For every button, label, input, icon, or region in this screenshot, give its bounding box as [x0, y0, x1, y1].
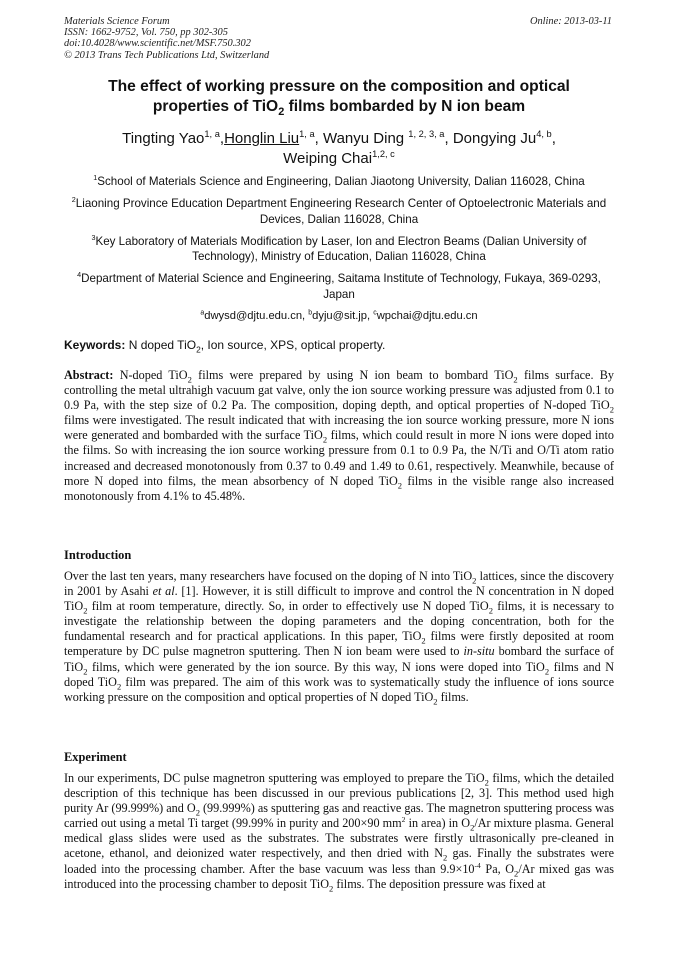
text: films and N doped TiO: [64, 659, 614, 689]
text: gas. Finally the substrates were loaded into the processing chamber. After the base vacuum was less than 9.9×10: [64, 846, 615, 876]
section-heading-introduction: Introduction: [64, 548, 132, 562]
text: films were firstly deposited at room temperature by DC pulse magnetron sputtering. Then N ion beam were used to: [64, 629, 614, 659]
subscript: 2: [329, 883, 334, 894]
keywords-subscript: 2: [196, 344, 201, 355]
email-link[interactable]: dyju@sit.jp: [312, 309, 368, 322]
subscript: 2: [488, 605, 493, 616]
affiliation-mark: 4: [77, 270, 82, 280]
affiliations: [64, 174, 614, 331]
affiliation-text: Liaoning Province Education Department Engineering Research Center of Optoelectronic Materials and Devices, Dalian 116028, China: [75, 196, 607, 226]
author-affiliation-mark: 1, 2, 3, a: [408, 129, 445, 139]
email-mark: a: [200, 308, 205, 316]
text: films, which could result in more N ions were doped into the films. So with increasing the ion source working pressure from 0.1 to 0.9 Pa, the N/Ti and O/Ti atom ratio increased and decreased monotonously from 0.37 to 0.49 and 1.49 to 0.61, respectively. Meanwhile, because of more N doped into films, the mean absorbency of N doped TiO: [64, 428, 614, 488]
text: /Ar mixed gas was introduced into the processing chamber to deposit TiO: [64, 861, 614, 891]
online-date: Online: 2013-03-11: [529, 16, 612, 27]
text: film was prepared. The aim of this work was to systematically study the influence of ions source working pressure on the composition and optical properties of N doped TiO: [64, 674, 614, 704]
text: Pa, O: [480, 861, 515, 876]
subscript: 2: [443, 852, 448, 863]
journal-line: Materials Science Forum: [64, 16, 170, 27]
email-mark: b: [308, 308, 313, 316]
subscript: 2: [421, 635, 426, 646]
journal-line: ISSN: 1662-9752, Vol. 750, pp 302-305: [64, 27, 228, 39]
author-name: Dongying Ju: [452, 130, 537, 147]
affiliation-item: [64, 174, 614, 190]
author-name: Wanyu Ding: [322, 130, 409, 147]
text: bombard the surface of TiO: [64, 644, 614, 674]
author-name: Tingting Yao: [122, 130, 205, 147]
subscript: 2: [514, 868, 519, 878]
text: . [1]. However, it is still difficult to improve and control the N concentration in N doped TiO: [64, 584, 614, 614]
email-link[interactable]: wpchai@djtu.edu.cn: [376, 309, 478, 322]
subscript: 2: [472, 575, 477, 586]
affiliation-mark: 3: [91, 232, 96, 242]
text: In our experiments, DC pulse magnetron sputtering was employed to prepare the TiO: [64, 771, 485, 785]
subscript: 2: [116, 681, 122, 692]
affiliation-mark: 1: [93, 173, 98, 183]
title-subscript: 2: [278, 106, 285, 119]
superscript: 2: [401, 815, 406, 825]
email-list: $^a$dwysd@djtu.edu.cn, $^b$dyju@sit.jp, $^c$wpchai@djtu.edu.cn: [200, 308, 478, 322]
text: films were investigated. The result indicated that with increasing the ion source working pressure, more N ions were generated and bombarded with the surface TiO: [64, 413, 614, 443]
text: film at room temperature, directly. So, in order to effectively use N doped TiO: [87, 599, 489, 614]
abstract-label: Abstract:: [64, 368, 114, 382]
subscript: 2: [609, 404, 614, 415]
author-affiliation-mark: 1, a: [204, 129, 220, 139]
email-link[interactable]: dwysd@djtu.edu.cn: [204, 309, 303, 322]
affiliation-item: [64, 234, 614, 265]
affiliation-item: [64, 271, 614, 302]
section-heading-experiment: Experiment: [64, 750, 127, 764]
title-line-2: [64, 97, 614, 117]
subscript: 2: [433, 696, 438, 707]
keywords: [64, 338, 614, 355]
author-affiliation-mark: 1,2, c: [372, 149, 395, 159]
subscript: 2: [322, 434, 328, 445]
text: films.: [437, 689, 469, 704]
text: films, it is necessary to investigate the relationship between the doping parameters and the doping concentration, both for the fundamental research and for practical applications. In this paper, TiO: [64, 599, 615, 644]
affiliation-item: [64, 196, 614, 227]
author-name-corresponding[interactable]: Honglin Liu: [224, 130, 300, 147]
journal-line: doi:10.4028/www.scientific.net/MSF.750.302: [64, 38, 251, 50]
author-affiliation-mark: 1, a: [299, 129, 315, 139]
subscript: 2: [470, 822, 475, 833]
subscript: 2: [83, 666, 88, 676]
superscript: -4: [474, 860, 481, 870]
text: N-doped TiO: [113, 368, 188, 382]
subscript: 2: [187, 374, 192, 385]
text: films, which the detailed description of this technique has been discussed in our previous publications [2, 3]. This method used high purity Ar (99.999%) and O: [64, 771, 614, 816]
affiliation-text: School of Materials Science and Engineering, Dalian Jiaotong University, Dalian 116028, China: [97, 175, 585, 188]
subscript: 2: [83, 605, 88, 616]
email-mark: c: [373, 308, 377, 316]
experiment-text: [64, 771, 614, 892]
keywords-text: , Ion source, XPS, optical property.: [200, 338, 386, 352]
subscript: 2: [484, 777, 489, 788]
text: /Ar mixture plasma. General medical glass slides were used as the substrates. The substrates were firstly ultrasonically pre-cleaned in acetone, ethanol, and deionized water respectively, and then dried with N: [64, 816, 615, 861]
affiliation-mark: 2: [71, 195, 76, 205]
abstract: [64, 368, 614, 504]
journal-info: [64, 16, 269, 61]
title-line-1: The effect of working pressure on the composition and optical: [108, 78, 570, 95]
text: films were prepared by using N ion beam to bombard TiO: [191, 368, 514, 382]
paper-title: [64, 77, 614, 117]
subscript: 2: [513, 374, 518, 385]
italic-text: et al: [152, 584, 175, 599]
author-list: Tingting Yao$^{1, a}$,Honglin Liu$^{1, a}$, Wanyu Ding $^{1, 2, 3, a}$, Dongying Ju$^{4, b}$, Weiping Chai$^{1,2, c}$: [122, 129, 556, 167]
affiliation-text: Department of Material Science and Engineering, Saitama Institute of Technology, Fukaya, 369-0293, Japan: [81, 272, 601, 301]
title-text: films bombarded by N ion beam: [284, 98, 526, 115]
author-name: Weiping Chai: [283, 150, 373, 167]
text: (99.999%) as sputtering gas and reactive gas. The magnetron sputtering process was carried out using a metal Ti target (99.99% in purity and 200×90 mm: [64, 801, 615, 831]
title-text: properties of TiO: [152, 98, 279, 115]
keywords-label: Keywords:: [64, 338, 126, 352]
affiliation-text: Key Laboratory of Materials Modification by Laser, Ion and Electron Beams (Dalian University of Technology), Ministry of Education, Dalian 116028, China: [95, 234, 587, 264]
text: in area) in O: [405, 816, 471, 831]
keywords-text: N doped TiO: [125, 338, 197, 352]
journal-line: © 2013 Trans Tech Publications Ltd, Switzerland: [64, 49, 270, 61]
text: Over the last ten years, many researchers have focused on the doping of N into TiO: [64, 569, 473, 583]
author-affiliation-mark: 4, b: [536, 129, 552, 139]
text: films in the visible range also increased monotonously from 4.1% to 45.48%.: [64, 473, 614, 503]
introduction-text: [64, 569, 614, 705]
text: films. The deposition pressure was fixed at: [333, 876, 546, 891]
subscript: 2: [397, 480, 403, 491]
text: films surface. By controlling the metal ultrahigh vacuum gat valve, only the ion source working pressure was adjusted from 0.1 to 0.9 Pa, with the step size of 0.2 Pa. The composition, doping depth, and optical properties of N-doped TiO: [64, 368, 614, 413]
text: films, which were generated by the ion source. By this way, N ions were doped into TiO: [87, 659, 545, 674]
text: lattices, since the discovery in 2001 by Asahi: [64, 569, 614, 599]
subscript: 2: [544, 666, 550, 676]
italic-text: in-situ: [463, 644, 495, 659]
subscript: 2: [195, 807, 200, 818]
